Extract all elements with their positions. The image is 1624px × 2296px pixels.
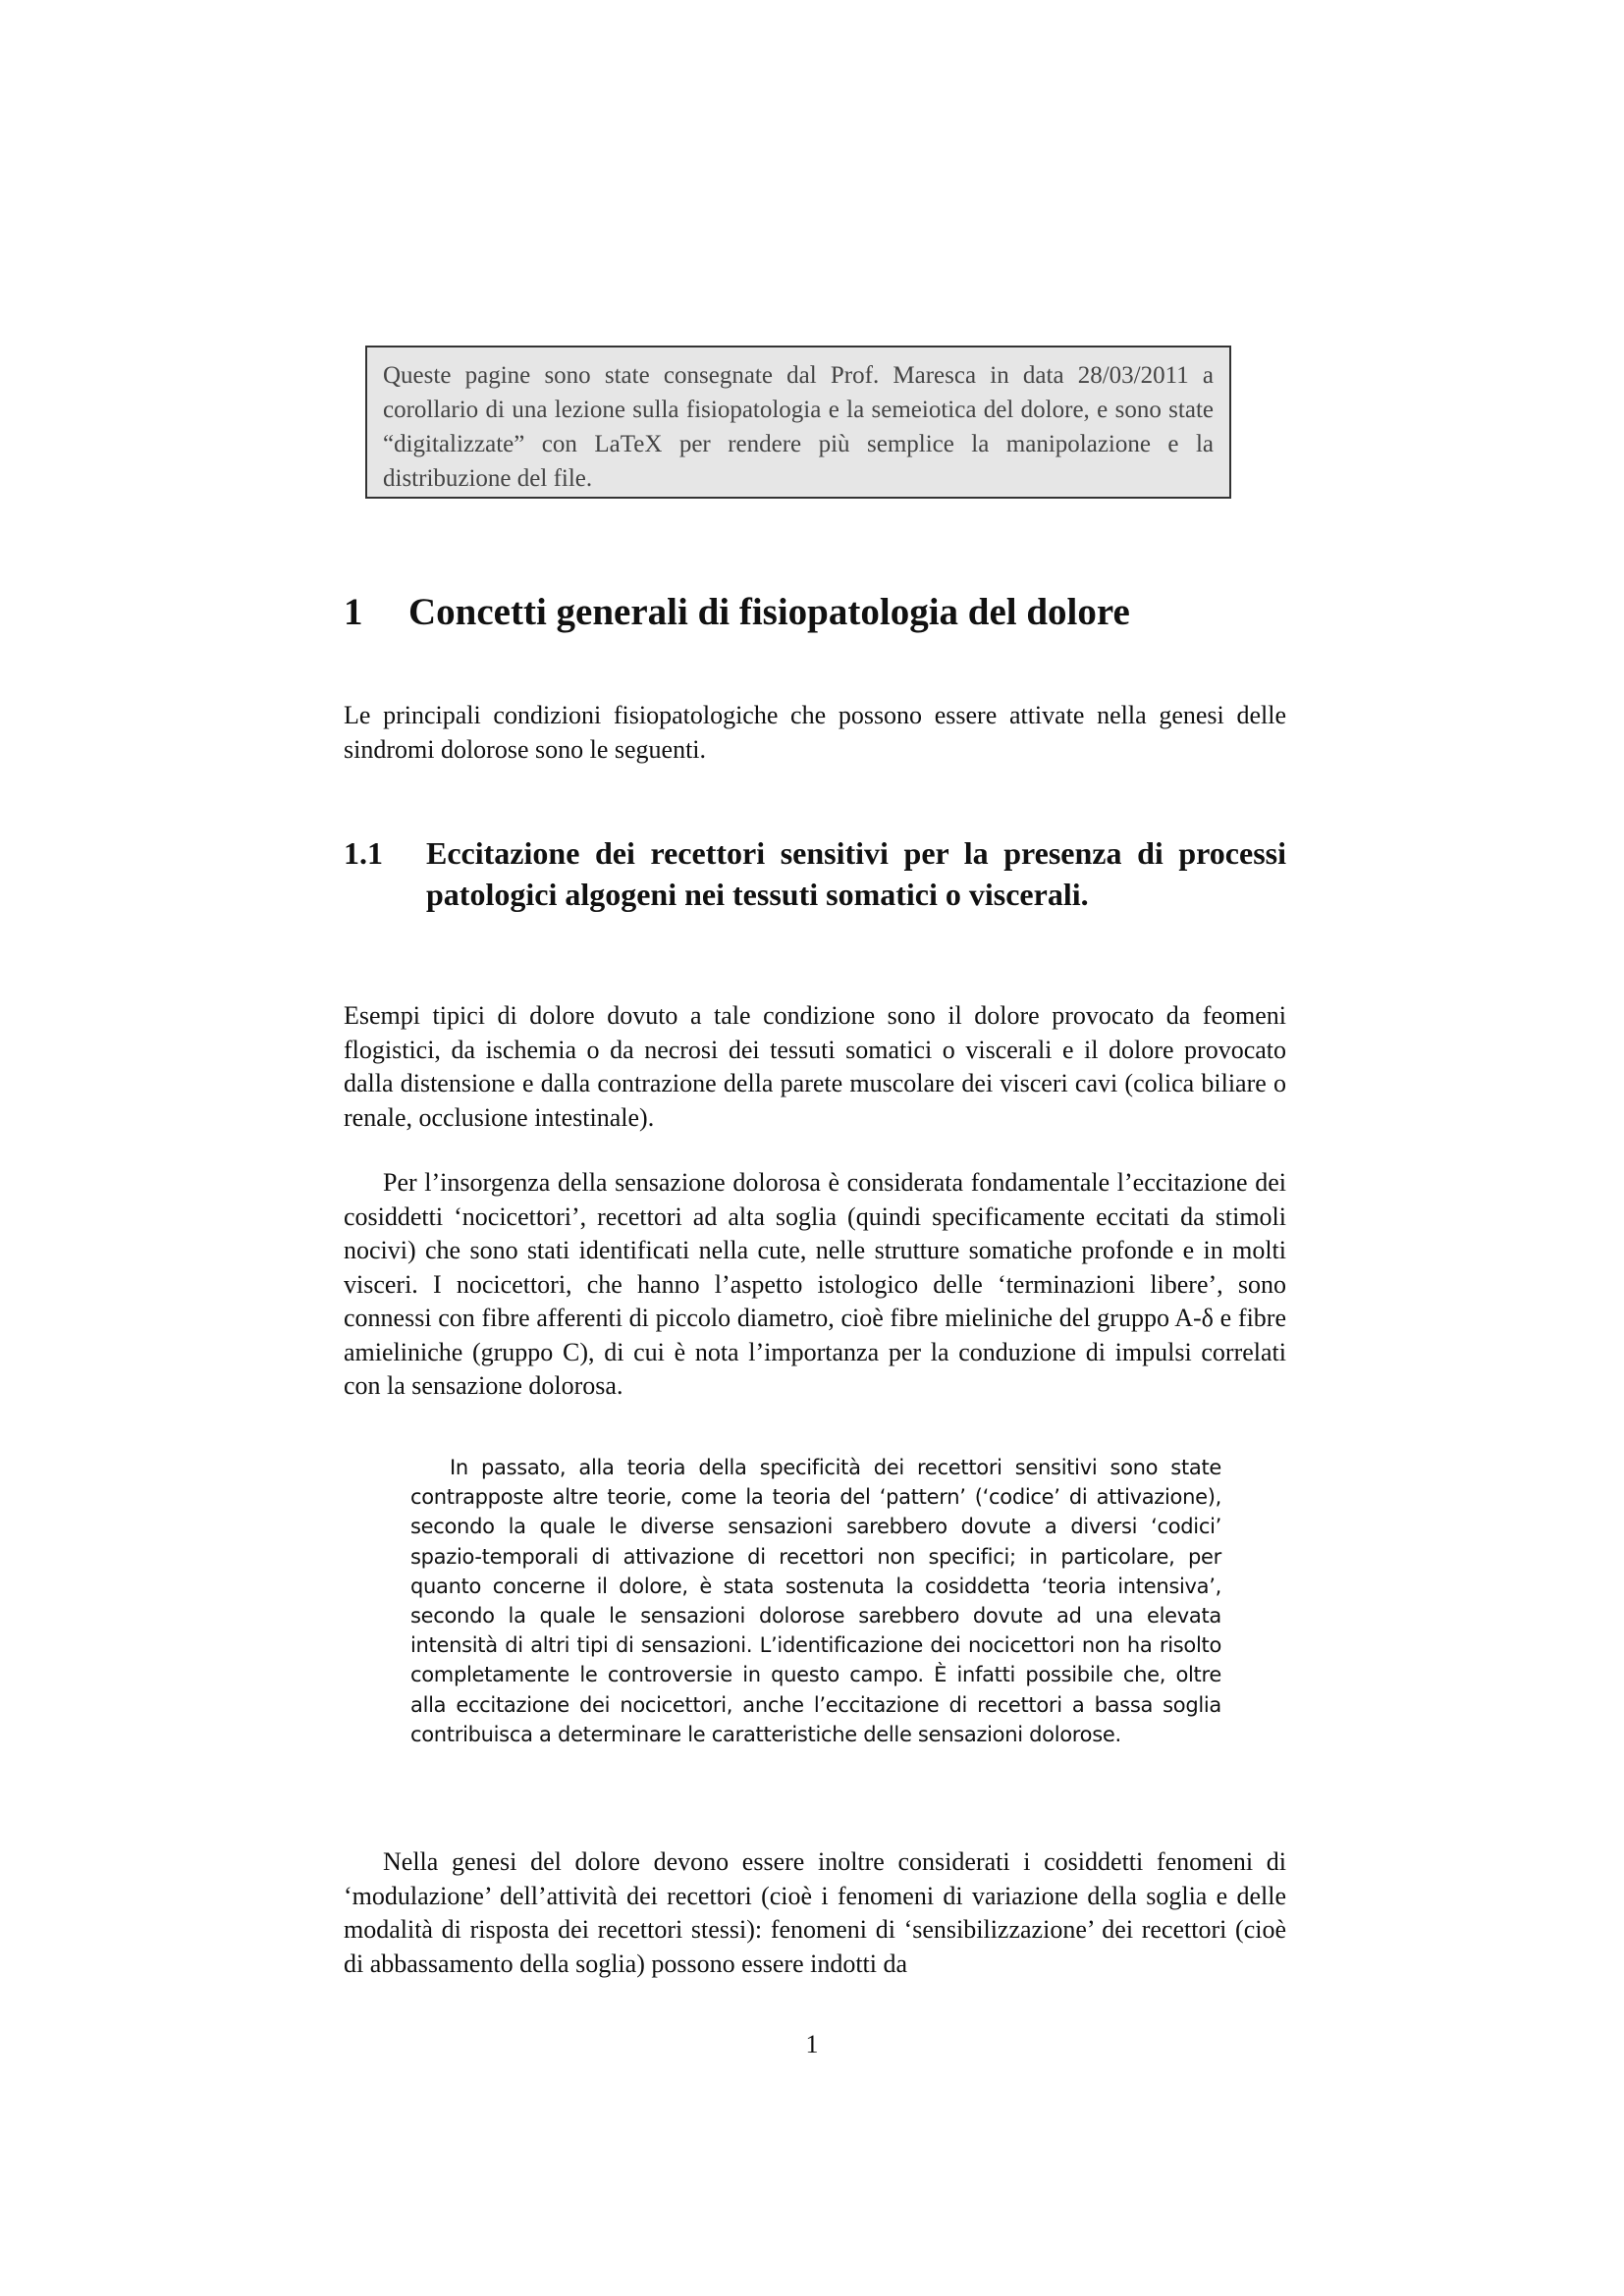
section-heading	[344, 589, 1286, 636]
paragraph-3-wrap	[344, 1845, 1286, 1981]
notice-box	[365, 346, 1231, 499]
paragraph-1: Esempi tipici di dolore dovuto a tale condizione sono il dolore provocato da feomeni flogistici, da ischemia o da necrosi dei tessuti somatici o viscerali e il dolore provocato dalla distensione e dalla contrazione della parete muscolare dei visceri cavi (colica biliare o renale, occlusione intestinale).	[344, 1001, 1286, 1132]
paragraph-2-wrap	[344, 1166, 1286, 1404]
section-title: Concetti generali di fisiopatologia del dolore	[408, 591, 1130, 633]
subsection-number: 1.1	[344, 835, 383, 871]
quote-text: In passato, alla teoria della specificità dei recettori sensitivi sono state contrapposte altre teorie, come la teoria del ‘pattern’ (‘codice’ di attivazione), secondo la quale le diverse sensazioni sarebbero dovute a diversi ‘codici’ spazio-temporali di attivazione di recettori non specifici; in particolare, per quanto concerne il dolore, è stata sostenuta la cosiddetta ‘teoria intensiva’, secondo la quale le sensazioni dolorose sarebbero dovute ad una elevata intensità di altri tipi di sensazioni. L’identificazione dei nocicettori non ha risolto completamente le controversie in questo campo. È infatti possibile che, oltre alla eccitazione dei nocicettori, anche l’eccitazione di recettori a bassa soglia contribuisca a determinare le caratteristiche delle sensazioni dolorose.	[410, 1456, 1221, 1746]
block-quote	[410, 1453, 1221, 1749]
subsection-title: Eccitazione dei recettori sensitivi per la presenza di processi patologici algogeni nei tessuti somatici o viscerali.	[426, 835, 1286, 912]
subsection-heading	[344, 832, 1286, 915]
section-number: 1	[344, 591, 363, 633]
notice-text: Queste pagine sono state consegnate dal Prof. Maresca in data 28/03/2011 a corollario di una lezione sulla fisiopatologia e la semeiotica del dolore, e sono state “digitalizzate” con LaTeX per rendere più semplice la manipolazione e la distribuzione del file.	[383, 362, 1214, 492]
section-intro: Le principali condizioni fisiopatologiche che possono essere attivate nella genesi delle sindromi dolorose sono le seguenti.	[344, 701, 1286, 764]
paragraph-3: Nella genesi del dolore devono essere inoltre considerati i cosiddetti fenomeni di ‘modulazione’ dell’attività dei recettori (cioè i fenomeni di variazione della soglia e delle modalità di risposta dei recettori stessi): fenomeni di ‘sensibilizzazione’ dei recettori (cioè di abbassamento della soglia) possono essere indotti da	[344, 1847, 1286, 1978]
page-number: 1	[805, 2030, 819, 2058]
paragraph-2: Per l’insorgenza della sensazione dolorosa è considerata fondamentale l’eccitazione dei cosiddetti ‘nocicettori’, recettori ad alta soglia (quindi specificamente eccitati da stimoli nocivi) che sono stati identificati nella cute, nelle strutture somatiche profonde e in molti visceri. I nocicettori, che hanno l’aspetto istologico delle ‘terminazioni libere’, sono connessi con fibre afferenti di piccolo diametro, cioè fibre mieliniche del gruppo A-δ e fibre amieliniche (gruppo C), di cui è nota l’importanza per la conduzione di impulsi correlati con la sensazione dolorosa.	[344, 1168, 1286, 1400]
